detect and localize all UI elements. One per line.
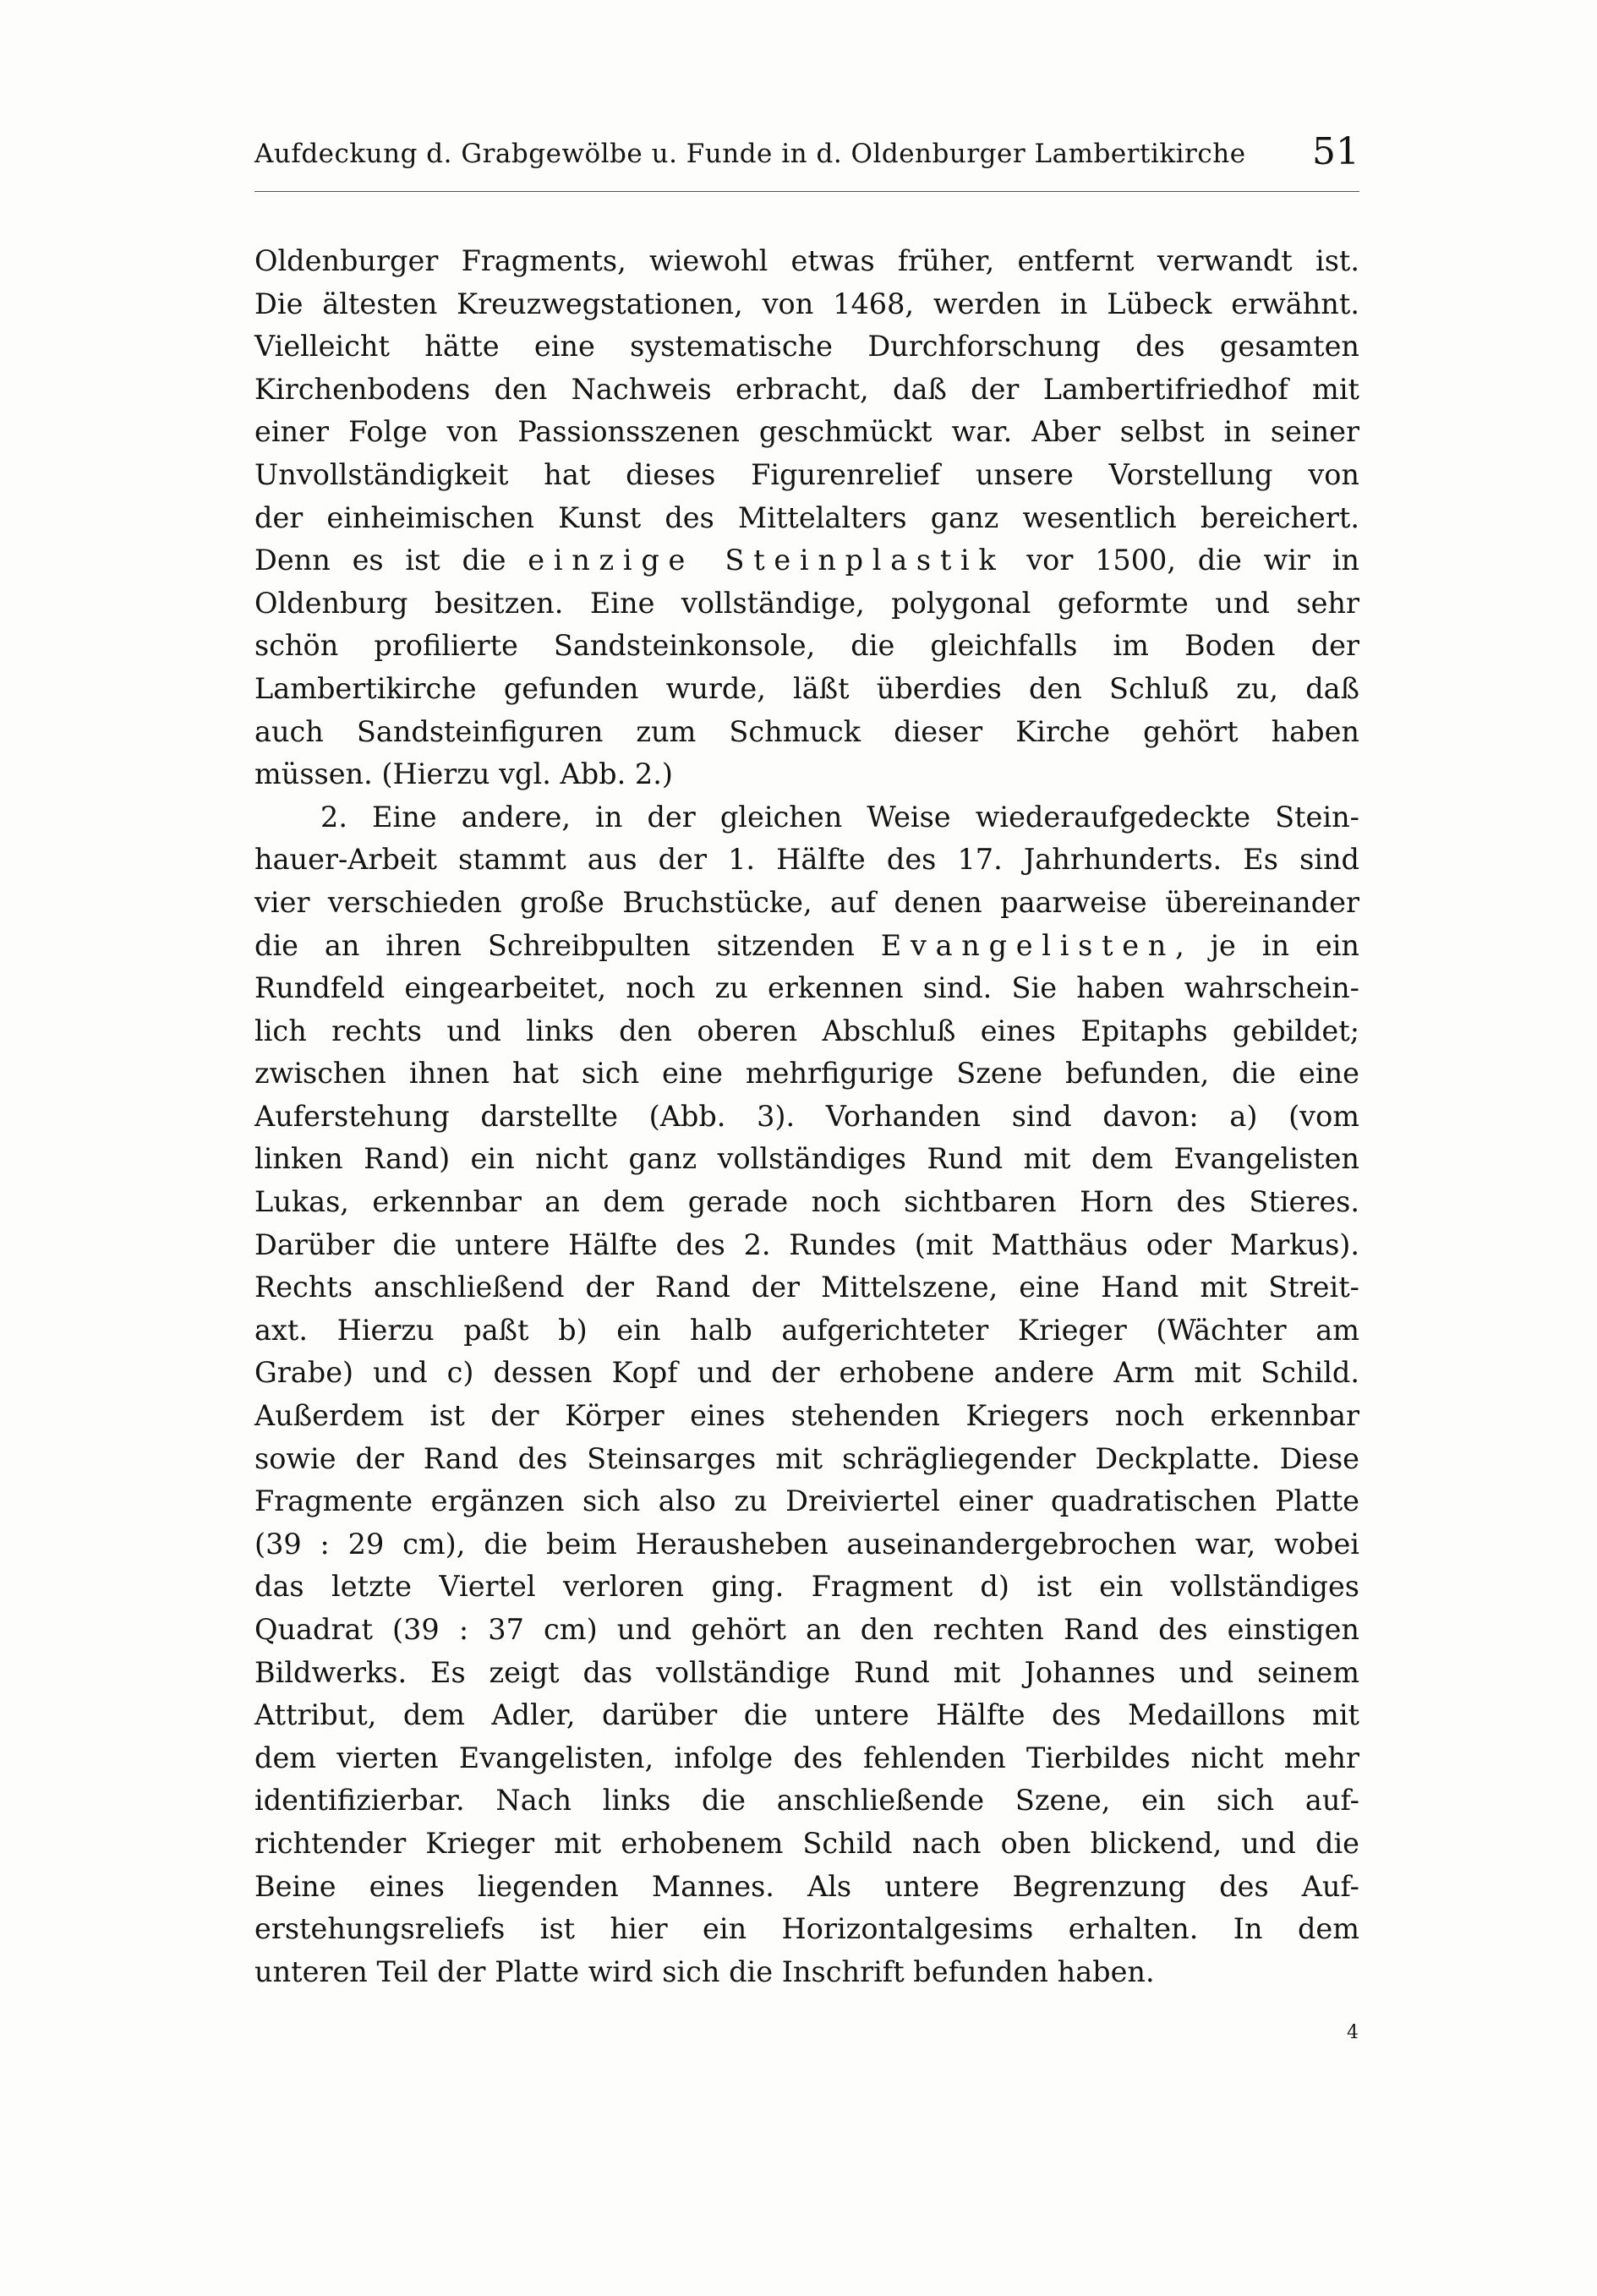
text-segment: Denn es ist die (254, 544, 528, 577)
text-line: axt. Hierzu paßt b) ein halb aufgerichteter Krieger (Wächter am (254, 1313, 1359, 1347)
text-segment: , je in ein (1175, 928, 1360, 962)
text-line: erstehungsreliefs ist hier ein Horizontalgesims erhalten. In dem (254, 1912, 1359, 1946)
text-line: richtender Krieger mit erhobenem Schild nach oben blickend, und die (254, 1826, 1359, 1860)
text-line: Oldenburger Fragments, wiewohl etwas früher, entfernt verwandt ist. (254, 244, 1359, 277)
text-line: Unvollständigkeit hat dieses Figurenrelief unsere Vorstellung von (254, 457, 1359, 491)
text-line: dem vierten Evangelisten, infolge des fehlenden Tierbildes nicht mehr (254, 1741, 1359, 1774)
page-number: 51 (1312, 130, 1359, 173)
emphasized-text: Evangelisten (880, 928, 1176, 962)
text-line: linken Rand) ein nicht ganz vollständiges Rund mit dem Evangelisten (254, 1142, 1359, 1176)
paragraph-start-line: 2. Eine andere, in der gleichen Weise wiederaufgedeckte Stein- (320, 800, 1359, 834)
signature-mark: 4 (1347, 2022, 1359, 2043)
text-line: (39 : 29 cm), die beim Herausheben auseinandergebrochen war, wobei (254, 1527, 1359, 1561)
text-line: Oldenburg besitzen. Eine vollständige, polygonal geformte und sehr (254, 586, 1359, 620)
text-line: einer Folge von Passionsszenen geschmückt war. Aber selbst in seiner (254, 415, 1359, 449)
body-text (254, 240, 1359, 1993)
emphasized-text: einzige Steinplastik (528, 544, 1005, 577)
text-line: auch Sandsteinfiguren zum Schmuck dieser Kirche gehört haben (254, 714, 1359, 748)
text-line: Beine eines liegenden Mannes. Als untere Begrenzung des Auf- (254, 1869, 1359, 1903)
text-line: identifizierbar. Nach links die anschließende Szene, ein sich auf- (254, 1784, 1359, 1818)
running-head: Aufdeckung d. Grabgewölbe u. Funde in d. Oldenburger Lambertikirche (254, 139, 1246, 169)
text-line: Rechts anschließend der Rand der Mittelszene, eine Hand mit Streit- (254, 1271, 1359, 1304)
text-line: Rundfeld eingearbeitet, noch zu erkennen sind. Sie haben wahrschein- (254, 971, 1359, 1005)
text-line: Quadrat (39 : 37 cm) und gehört an den rechten Rand des einstigen (254, 1613, 1359, 1646)
text-line: müssen. (Hierzu vgl. Abb. 2.) (254, 757, 673, 791)
text-line: Fragmente ergänzen sich also zu Dreiviertel einer quadratischen Platte (254, 1484, 1359, 1518)
text-line: Bildwerks. Es zeigt das vollständige Rund mit Johannes und seinem (254, 1655, 1359, 1689)
text-line: Grabe) und c) dessen Kopf und der erhobene andere Arm mit Schild. (254, 1356, 1359, 1390)
text-line-emphasis (254, 925, 1359, 968)
text-line: lich rechts und links den oberen Abschluß eines Epitaphs gebildet; (254, 1014, 1359, 1047)
text-line: vier verschieden große Bruchstücke, auf denen paarweise übereinander (254, 885, 1359, 919)
text-line: Vielleicht hätte eine systematische Durchforschung des gesamten (254, 330, 1359, 364)
text-segment: die an ihren Schreibpulten sitzenden (254, 928, 881, 962)
text-line: sowie der Rand des Steinsarges mit schrägliegender Deckplatte. Diese (254, 1441, 1359, 1475)
text-line-emphasis (254, 539, 1359, 582)
text-line: Außerdem ist der Körper eines stehenden Kriegers noch erkennbar (254, 1399, 1359, 1433)
text-line: Lambertikirche gefunden wurde, läßt überdies den Schluß zu, daß (254, 671, 1359, 705)
text-line: schön profilierte Sandsteinkonsole, die gleichfalls im Boden der (254, 629, 1359, 663)
page-header (254, 130, 1359, 186)
text-line: Lukas, erkennbar an dem gerade noch sichtbaren Horn des Stieres. (254, 1185, 1359, 1219)
text-segment: vor 1500, die wir in (1004, 544, 1359, 577)
text-line: Die ältesten Kreuzwegstationen, von 1468, werden in Lübeck erwähnt. (254, 287, 1359, 320)
text-line: Darüber die untere Hälfte des 2. Rundes (mit Matthäus oder Markus). (254, 1227, 1359, 1261)
text-line: Auferstehung darstellte (Abb. 3). Vorhanden sind davon: a) (vom (254, 1099, 1359, 1133)
text-line: der einheimischen Kunst des Mittelalters ganz wesentlich bereichert. (254, 500, 1359, 534)
text-line: unteren Teil der Platte wird sich die Inschrift befunden haben. (254, 1954, 1155, 1988)
text-line: zwischen ihnen hat sich eine mehrfigurige Szene befunden, die eine (254, 1057, 1359, 1091)
text-line: Kirchenbodens den Nachweis erbracht, daß der Lambertifriedhof mit (254, 372, 1359, 406)
header-rule (254, 191, 1359, 192)
text-line: hauer-Arbeit stammt aus der 1. Hälfte des 17. Jahrhunderts. Es sind (254, 843, 1359, 877)
text-line: Attribut, dem Adler, darüber die untere Hälfte des Medaillons mit (254, 1698, 1359, 1732)
text-line: das letzte Viertel verloren ging. Fragment d) ist ein vollständiges (254, 1570, 1359, 1604)
